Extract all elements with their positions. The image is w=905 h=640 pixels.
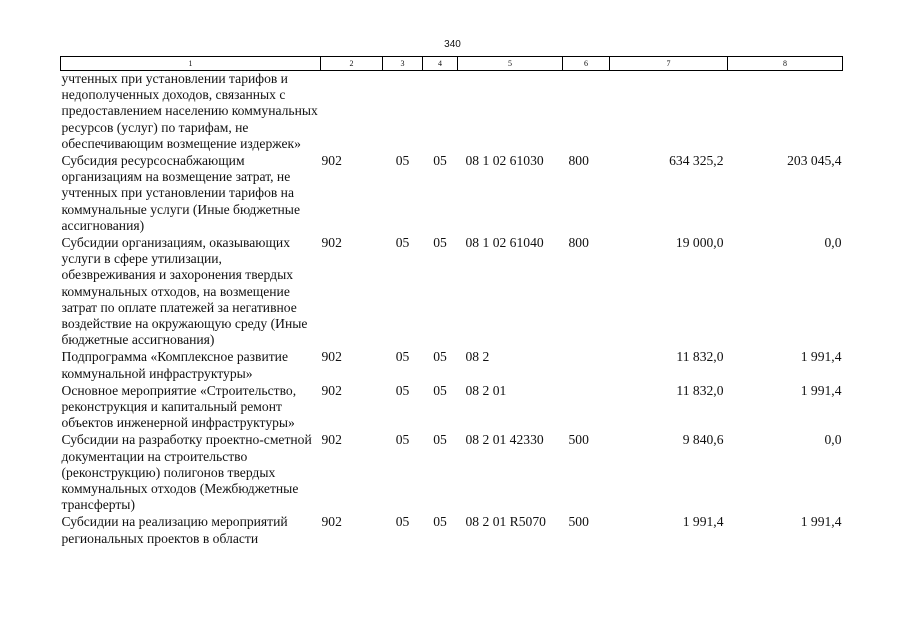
section-code [383,71,423,154]
page-number: 340 [444,39,461,50]
row-name: Субсидии организациям, оказывающих услуги в сфере утилизации, обезвреживания и захоронения твердых коммунальных отходов, на возмещение затрат по оплате платежей за негативное воздействие на окружающую среду (Иные бюджетные ассигнования) [61,235,308,348]
ministry-code: 902 [321,382,342,398]
expense-type-code: 800 [568,153,589,169]
expense-type-code [563,71,610,154]
section-code: 05 [395,349,410,365]
column-header-3: 3 [383,57,423,71]
amount-column-7: 9 840,6 [682,432,724,448]
column-header-7: 7 [610,57,728,71]
table-row [61,514,843,547]
amount-column-8 [728,71,843,154]
row-name: Субсидии на реализацию мероприятий региональных проектов в области [61,514,288,546]
ministry-code: 902 [321,349,342,365]
subsection-code: 05 [433,432,447,448]
column-header-1: 1 [61,57,321,71]
amount-column-8: 1 991,4 [800,514,842,530]
amount-column-8: 0,0 [824,235,842,251]
ministry-code [321,71,383,154]
amount-column-7: 11 832,0 [676,349,724,365]
target-article-code: 08 2 [465,349,490,365]
expense-type-code [563,383,610,433]
amount-column-7: 634 325,2 [669,153,724,169]
table-row [61,349,843,382]
expense-type-code: 500 [568,432,589,448]
section-code: 05 [395,382,410,398]
amount-column-7: 1 991,4 [682,514,724,530]
target-article-code [458,71,563,154]
ministry-code: 902 [321,153,342,169]
section-code: 05 [395,514,410,530]
target-article-code: 08 1 02 61030 [465,153,544,169]
table-header-row [61,57,843,71]
table-row [61,432,843,514]
amount-column-7: 11 832,0 [676,382,724,398]
amount-column-8: 1 991,4 [800,382,842,398]
amount-column-7 [610,71,728,154]
target-article-code: 08 2 01 R5070 [465,514,546,530]
budget-table [60,56,843,548]
target-article-code: 08 2 01 42330 [465,432,544,448]
amount-column-8: 203 045,4 [787,153,842,169]
row-name: учтенных при установлении тарифов и недополученных доходов, связанных с предоставлением населению коммунальных ресурсов (услуг) по тарифам, не обеспечивающим возмещение издержек» [61,71,318,151]
section-code: 05 [395,432,410,448]
column-header-8: 8 [728,57,843,71]
table-row [61,71,843,154]
expense-type-code: 500 [568,514,589,530]
column-header-4: 4 [423,57,458,71]
ministry-code: 902 [321,432,342,448]
ministry-code: 902 [321,514,342,530]
table-row [61,383,843,433]
column-header-6: 6 [563,57,610,71]
amount-column-7: 19 000,0 [675,235,724,251]
subsection-code: 05 [433,235,447,251]
column-header-5: 5 [458,57,563,71]
column-header-2: 2 [321,57,383,71]
row-name: Подпрограмма «Комплексное развитие коммунальной инфраструктуры» [61,349,288,381]
subsection-code: 05 [433,349,447,365]
expense-type-code: 800 [568,235,589,251]
target-article-code: 08 1 02 61040 [465,235,544,251]
subsection-code: 05 [433,382,447,398]
table-row [61,153,843,235]
amount-column-8: 0,0 [824,432,842,448]
target-article-code: 08 2 01 [465,382,507,398]
subsection-code [423,71,458,154]
section-code: 05 [395,235,410,251]
ministry-code: 902 [321,235,342,251]
section-code: 05 [395,153,410,169]
row-name: Основное мероприятие «Строительство, реконструкция и капитальный ремонт объектов инженерной инфраструктуры» [61,382,297,431]
expense-type-code [563,349,610,382]
subsection-code: 05 [433,514,447,530]
subsection-code: 05 [433,153,447,169]
row-name: Субсидии на разработку проектно-сметной документации на строительство (реконструкцию) полигонов твердых коммунальных отходов (Межбюджетные трансферты) [61,432,312,513]
amount-column-8: 1 991,4 [800,349,842,365]
table-row [61,235,843,349]
row-name: Субсидия ресурсоснабжающим организациям на возмещение затрат, не учтенных при установлении тарифов на коммунальные услуги (Иные бюджетные ассигнования) [61,153,300,233]
